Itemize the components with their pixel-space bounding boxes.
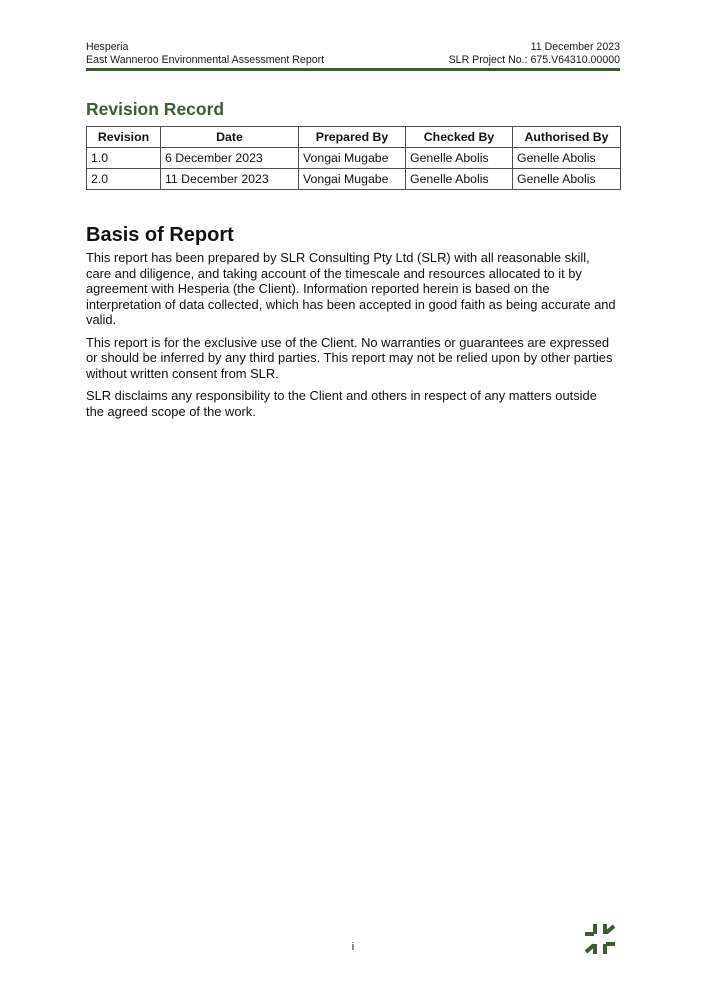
basis-of-report-body <box>86 250 616 426</box>
table-row <box>87 169 621 190</box>
header-client: Hesperia <box>86 41 129 53</box>
cell-checked-by: Genelle Abolis <box>406 169 513 190</box>
cell-prepared-by: Vongai Mugabe <box>299 169 406 190</box>
header-divider <box>86 68 620 71</box>
column-header-revision: Revision <box>87 127 161 148</box>
page-number: i <box>351 941 355 953</box>
cell-prepared-by: Vongai Mugabe <box>299 148 406 169</box>
table-row <box>87 148 621 169</box>
cell-date: 6 December 2023 <box>161 148 299 169</box>
slr-logo-icon <box>582 921 618 957</box>
column-header-checked-by: Checked By <box>406 127 513 148</box>
cell-authorised-by: Genelle Abolis <box>513 169 621 190</box>
paragraph: SLR disclaims any responsibility to the Client and others in respect of any matters outside the agreed scope of the work. <box>86 388 597 419</box>
cell-date: 11 December 2023 <box>161 169 299 190</box>
column-header-authorised-by: Authorised By <box>513 127 621 148</box>
paragraph: This report is for the exclusive use of the Client. No warranties or guarantees are expressed or should be inferred by any third parties. This report may not be relied upon by other parties without written consent from SLR. <box>86 334 613 381</box>
header-date: 11 December 2023 <box>530 41 620 53</box>
basis-of-report-title: Basis of Report <box>86 224 234 246</box>
column-header-date: Date <box>161 127 299 148</box>
cell-authorised-by: Genelle Abolis <box>513 148 621 169</box>
cell-checked-by: Genelle Abolis <box>406 148 513 169</box>
column-header-prepared-by: Prepared By <box>299 127 406 148</box>
table-header-row <box>87 127 621 148</box>
header-report-title: East Wanneroo Environmental Assessment Report <box>86 54 325 66</box>
cell-revision: 1.0 <box>87 148 161 169</box>
page-header <box>86 41 620 67</box>
revision-record-title: Revision Record <box>86 99 225 119</box>
header-project-number: SLR Project No.: 675.V64310.00000 <box>448 54 620 66</box>
cell-revision: 2.0 <box>87 169 161 190</box>
paragraph: This report has been prepared by SLR Consulting Pty Ltd (SLR) with all reasonable skill, care and diligence, and taking account of the timescale and resources allocated to it by agreement with Hesperia (the Client). Information reported herein is based on the interpretation of data collected, which has been accepted in good faith as being accurate and valid. <box>86 250 616 327</box>
revision-table <box>86 126 621 190</box>
